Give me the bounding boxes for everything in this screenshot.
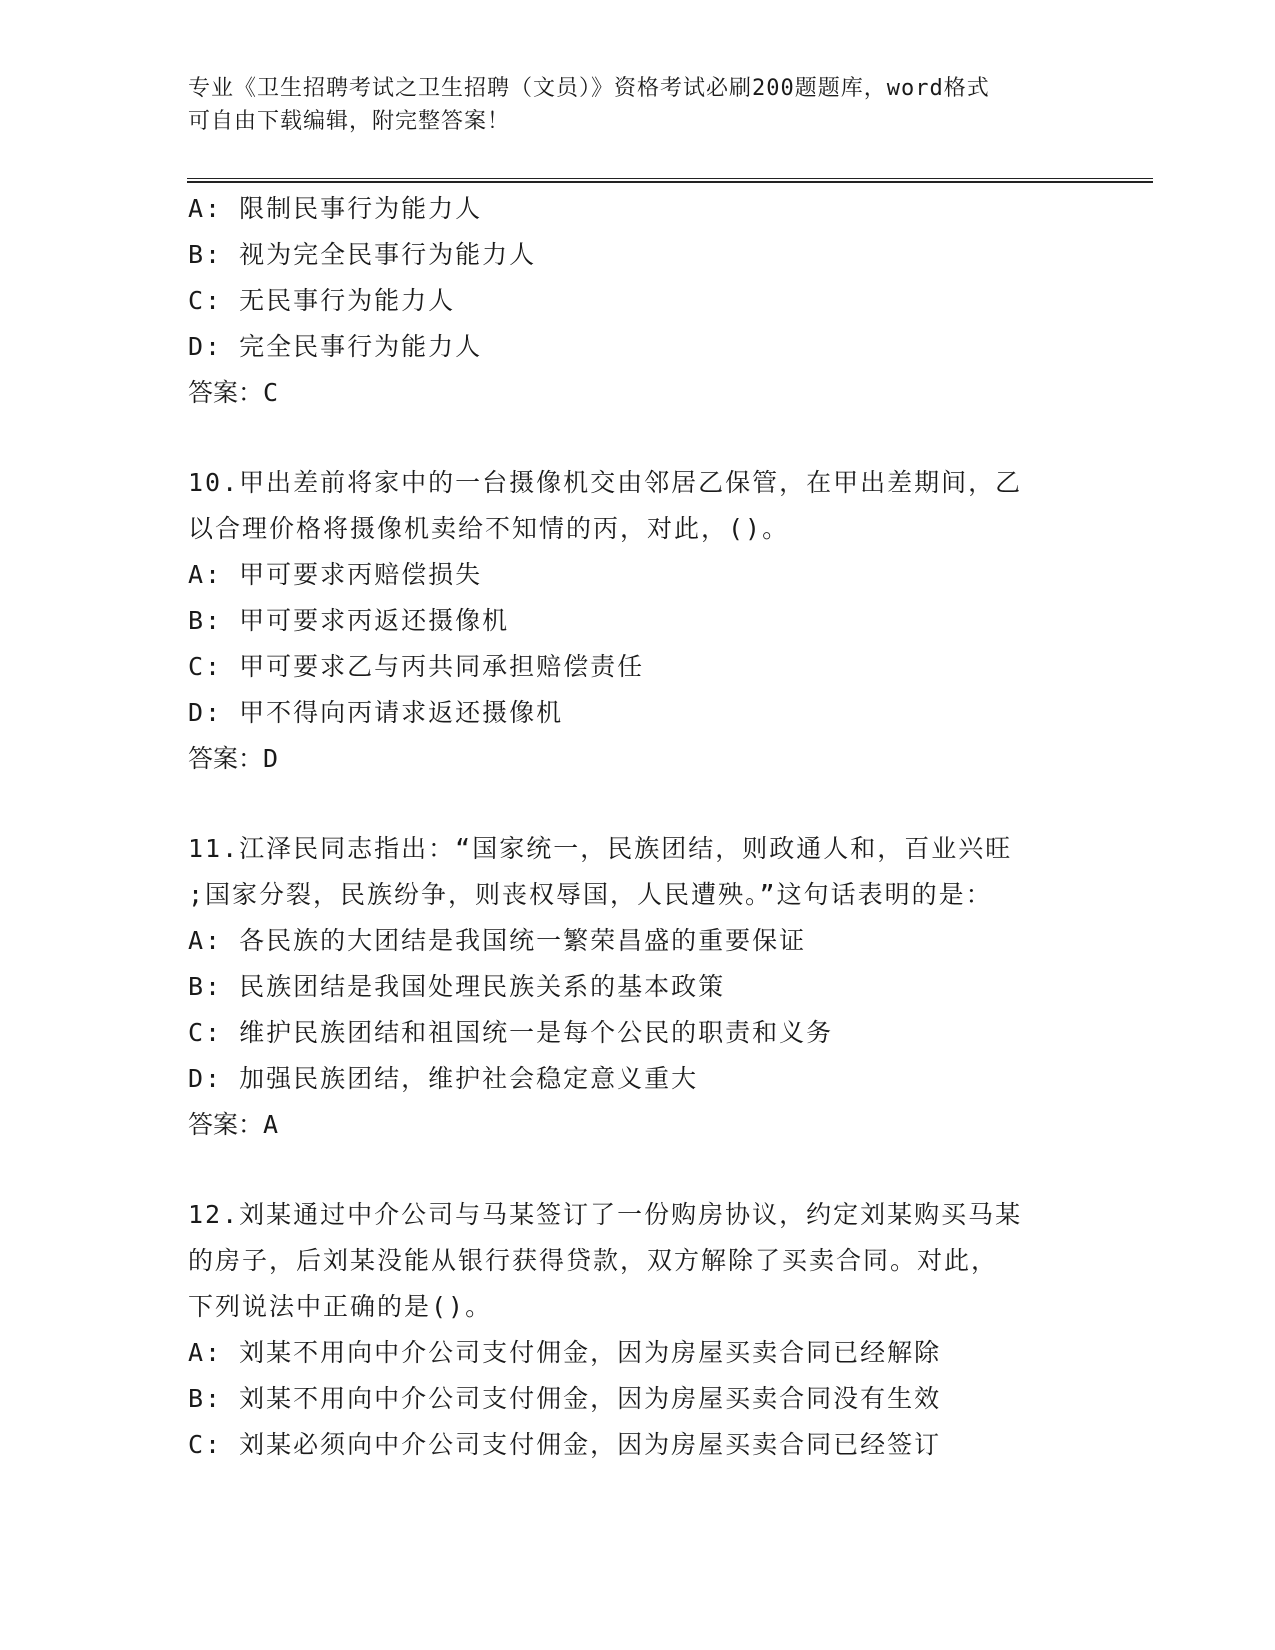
question-block: [188, 826, 1088, 1148]
answer-label: 答案：: [188, 1110, 264, 1139]
question-block: [188, 1192, 1088, 1468]
answer-label: 答案：: [188, 378, 264, 407]
question-gap: [188, 782, 1088, 826]
question-block: [188, 460, 1088, 782]
option-c: C: 维护民族团结和祖国统一是每个公民的职责和义务: [188, 1018, 834, 1047]
question-stem-line: 12.刘某通过中介公司与马某签订了一份购房协议，约定刘某购买马某: [188, 1200, 1023, 1229]
option-c: C: 刘某必须向中介公司支付佣金，因为房屋买卖合同已经签订: [188, 1430, 942, 1459]
answer-label: 答案：: [188, 744, 264, 773]
option-d: D: 加强民族团结，维护社会稳定意义重大: [188, 1064, 699, 1093]
page-header: [188, 72, 1068, 138]
option-b: B: 甲可要求丙返还摄像机: [188, 606, 510, 635]
header-line-2: 可自由下载编辑，附完整答案！: [188, 109, 511, 134]
option-d: D: 甲不得向丙请求返还摄像机: [188, 698, 564, 727]
option-b: B: 刘某不用向中介公司支付佣金，因为房屋买卖合同没有生效: [188, 1384, 942, 1413]
answer-value: A: [263, 1110, 279, 1139]
option-c: C: 甲可要求乙与丙共同承担赔偿责任: [188, 652, 645, 681]
answer-value: C: [263, 378, 279, 407]
option-a: A: 甲可要求丙赔偿损失: [188, 560, 483, 589]
question-stem-line: 下列说法中正确的是()。: [188, 1292, 493, 1321]
answer-value: D: [263, 744, 279, 773]
question-block: [188, 186, 1088, 416]
header-divider: [187, 178, 1153, 183]
question-stem-line: 11.江泽民同志指出：“国家统一，民族团结，则政通人和，百业兴旺: [188, 834, 1013, 863]
answer-line: [188, 370, 1088, 416]
question-gap: [188, 1148, 1088, 1192]
answer-line: [188, 1102, 1088, 1148]
question-stem-line: ;国家分裂，民族纷争，则丧权辱国，人民遭殃。”这句话表明的是：: [188, 880, 993, 909]
option-a: A: 刘某不用向中介公司支付佣金，因为房屋买卖合同已经解除: [188, 1338, 942, 1367]
question-list: [188, 186, 1088, 1468]
question-gap: [188, 416, 1088, 460]
answer-line: [188, 736, 1088, 782]
option-b: B: 民族团结是我国处理民族关系的基本政策: [188, 972, 726, 1001]
option-a: A: 限制民事行为能力人: [188, 194, 483, 223]
option-d: D: 完全民事行为能力人: [188, 332, 483, 361]
option-b: B: 视为完全民事行为能力人: [188, 240, 537, 269]
option-a: A: 各民族的大团结是我国统一繁荣昌盛的重要保证: [188, 926, 807, 955]
question-stem-line: 的房子，后刘某没能从银行获得贷款，双方解除了买卖合同。对此，: [188, 1246, 999, 1275]
question-stem-line: 10.甲出差前将家中的一台摄像机交由邻居乙保管，在甲出差期间，乙: [188, 468, 1023, 497]
question-stem-line: 以合理价格将摄像机卖给不知情的丙，对此，()。: [188, 514, 790, 543]
option-c: C: 无民事行为能力人: [188, 286, 456, 315]
header-line-1: 专业《卫生招聘考试之卫生招聘（文员）》资格考试必刷200题题库，word格式: [188, 76, 990, 101]
